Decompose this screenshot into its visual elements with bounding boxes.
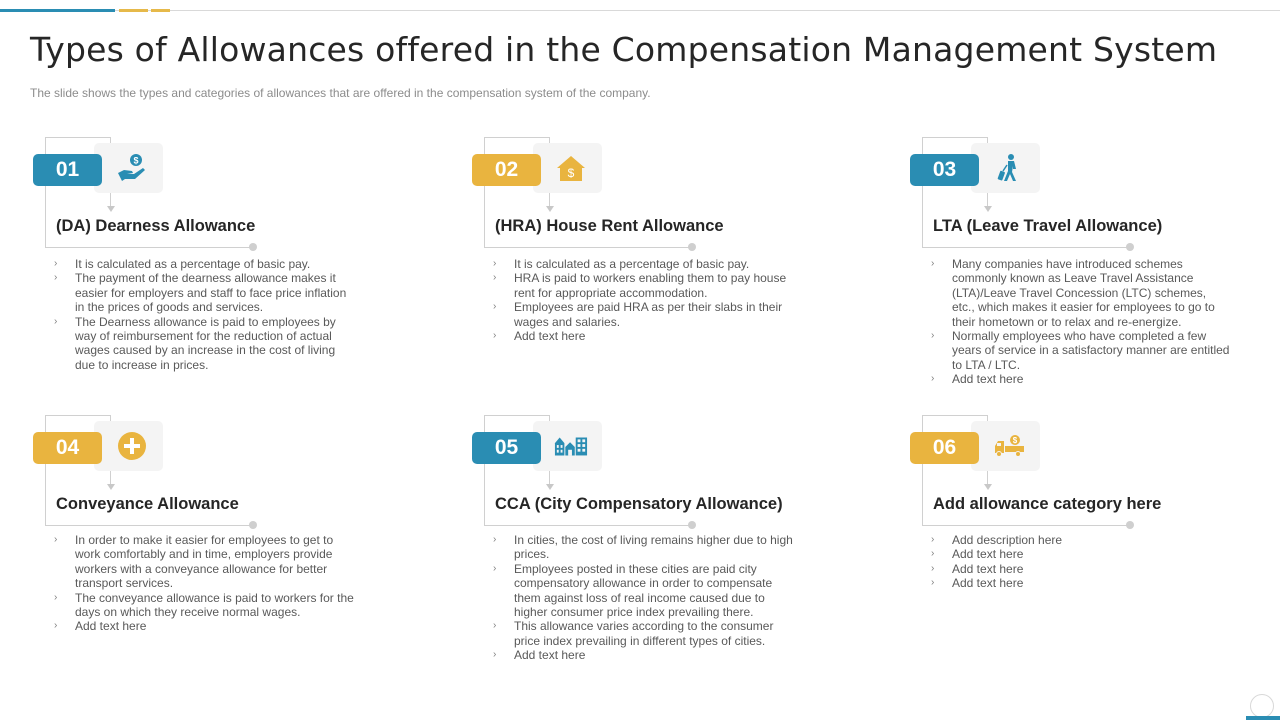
- card-number-badge: 03: [910, 154, 979, 186]
- chevron-right-icon: ›: [493, 258, 497, 269]
- list-item: › Employees posted in these cities are paid city compensatory allowance in order to compensate them against loss of real income caused due to higher consumer price index prevailing there.: [493, 561, 773, 620]
- list-item: › Add text here: [931, 561, 1024, 576]
- list-item: › Add text here: [931, 547, 1024, 562]
- corner-accent-bar: [1246, 716, 1280, 720]
- chevron-right-icon: ›: [493, 330, 497, 342]
- bullet-list: [493, 533, 793, 663]
- connector-dot: [1126, 243, 1134, 251]
- traveler-luggage-icon: [992, 151, 1026, 185]
- card-heading: (DA) Dearness Allowance: [56, 217, 256, 235]
- list-item: › In order to make it easier for employees to get to work comfortably and in time, employers provide workers with a conveyance allowance for better transport services.: [54, 533, 334, 591]
- list-item: › Normally employees who have completed a few years of service in a satisfactory manner are entitled to LTA / LTC.: [931, 329, 1230, 372]
- arrow-down-icon: [984, 206, 992, 212]
- bullet-list: [54, 257, 354, 372]
- accent-bar-yellow: [119, 9, 148, 12]
- chevron-right-icon: ›: [493, 562, 497, 574]
- slide-title: Types of Allowances offered in the Compensation Management System: [30, 30, 1218, 69]
- city-buildings-icon: [554, 429, 588, 463]
- connector-dot: [249, 521, 257, 529]
- plus-circle-icon: [115, 429, 149, 463]
- chevron-right-icon: ›: [493, 620, 497, 632]
- card-number-badge: 01: [33, 154, 102, 186]
- list-item: › Add description here: [931, 533, 1063, 547]
- chevron-right-icon: ›: [931, 548, 935, 560]
- house-dollar-icon: [554, 151, 588, 185]
- svg-text:$: $: [133, 155, 139, 166]
- list-item: › In cities, the cost of living remains higher due to high prices.: [493, 533, 793, 562]
- chevron-right-icon: ›: [493, 534, 497, 545]
- card-heading: (HRA) House Rent Allowance: [495, 217, 724, 235]
- accent-bar-blue: [0, 9, 115, 12]
- list-item: › The payment of the dearness allowance makes it easier for employers and staff to face price inflation in the prices of goods and services.: [54, 271, 347, 315]
- bullet-list: [493, 257, 793, 343]
- chevron-right-icon: ›: [54, 258, 58, 269]
- list-item: › It is calculated as a percentage of basic pay.: [54, 257, 311, 271]
- list-item: › Add text here: [931, 372, 1024, 387]
- allowance-card-05: [472, 415, 812, 685]
- allowance-card-02: [472, 137, 812, 407]
- bullet-list: [931, 257, 1231, 387]
- arrow-down-icon: [107, 206, 115, 212]
- chevron-right-icon: ›: [931, 562, 935, 574]
- card-number-badge: 04: [33, 432, 102, 464]
- accent-bar-yellow-small: [151, 9, 170, 12]
- chevron-right-icon: ›: [54, 315, 58, 327]
- chevron-right-icon: ›: [931, 373, 935, 385]
- list-item: › The Dearness allowance is paid to employees by way of reimbursement for the reduction of actual wages caused by an increase in the cost of living due to increase in prices.: [54, 314, 336, 372]
- card-number-badge: 06: [910, 432, 979, 464]
- slide-subtitle: The slide shows the types and categories of allowances that are offered in the compensation system of the company.: [30, 86, 651, 100]
- hand-holding-dollar-icon: [115, 151, 149, 185]
- chevron-right-icon: ›: [931, 330, 935, 342]
- chevron-right-icon: ›: [54, 272, 58, 284]
- arrow-down-icon: [984, 484, 992, 490]
- arrow-down-icon: [546, 484, 554, 490]
- allowance-card-01: [33, 137, 373, 407]
- connector-dot: [1126, 521, 1134, 529]
- chevron-right-icon: ›: [54, 620, 58, 632]
- corner-circle-decoration: [1250, 694, 1274, 718]
- list-item: › Employees are paid HRA as per their slabs in their wages and salaries.: [493, 300, 783, 329]
- list-item: › Many companies have introduced schemes commonly known as Leave Travel Assistance (LTA)/Leave Travel Concession (LTC) schemes, etc., which makes it easier for employees to go to their hometown or to relax and re-energize.: [931, 257, 1215, 329]
- svg-text:$: $: [1012, 436, 1018, 445]
- svg-text:$: $: [567, 166, 575, 180]
- arrow-down-icon: [107, 484, 115, 490]
- card-heading: CCA (City Compensatory Allowance): [495, 495, 783, 513]
- chevron-right-icon: ›: [931, 258, 935, 269]
- list-item: › This allowance varies according to the consumer price index prevailing in different types of cities.: [493, 619, 774, 648]
- list-item: › Add text here: [493, 329, 586, 344]
- arrow-down-icon: [546, 206, 554, 212]
- bullet-list: [931, 533, 1231, 591]
- list-item: › The conveyance allowance is paid to workers for the days on which they receive normal wages.: [54, 590, 354, 620]
- chevron-right-icon: ›: [54, 591, 58, 603]
- list-item: › Add text here: [493, 648, 586, 663]
- card-number-badge: 02: [472, 154, 541, 186]
- bullet-list: [54, 533, 354, 634]
- connector-dot: [688, 243, 696, 251]
- chevron-right-icon: ›: [493, 649, 497, 661]
- list-item: › Add text here: [931, 576, 1024, 591]
- connector-dot: [249, 243, 257, 251]
- chevron-right-icon: ›: [931, 534, 935, 545]
- card-heading: Conveyance Allowance: [56, 495, 239, 513]
- list-item: › Add text here: [54, 619, 147, 634]
- list-item: › It is calculated as a percentage of basic pay.: [493, 257, 750, 271]
- card-heading: Add allowance category here: [933, 495, 1162, 513]
- list-item: › HRA is paid to workers enabling them to pay house rent for appropriate accommodation.: [493, 271, 787, 300]
- allowance-card-06: [910, 415, 1250, 685]
- allowance-card-03: [910, 137, 1250, 407]
- chevron-right-icon: ›: [931, 577, 935, 589]
- allowance-card-04: [33, 415, 373, 685]
- connector-dot: [688, 521, 696, 529]
- truck-dollar-icon: [992, 429, 1026, 463]
- chevron-right-icon: ›: [54, 534, 58, 545]
- top-divider-line: [0, 10, 1280, 11]
- chevron-right-icon: ›: [493, 272, 497, 284]
- card-heading: LTA (Leave Travel Allowance): [933, 217, 1163, 235]
- card-number-badge: 05: [472, 432, 541, 464]
- chevron-right-icon: ›: [493, 301, 497, 313]
